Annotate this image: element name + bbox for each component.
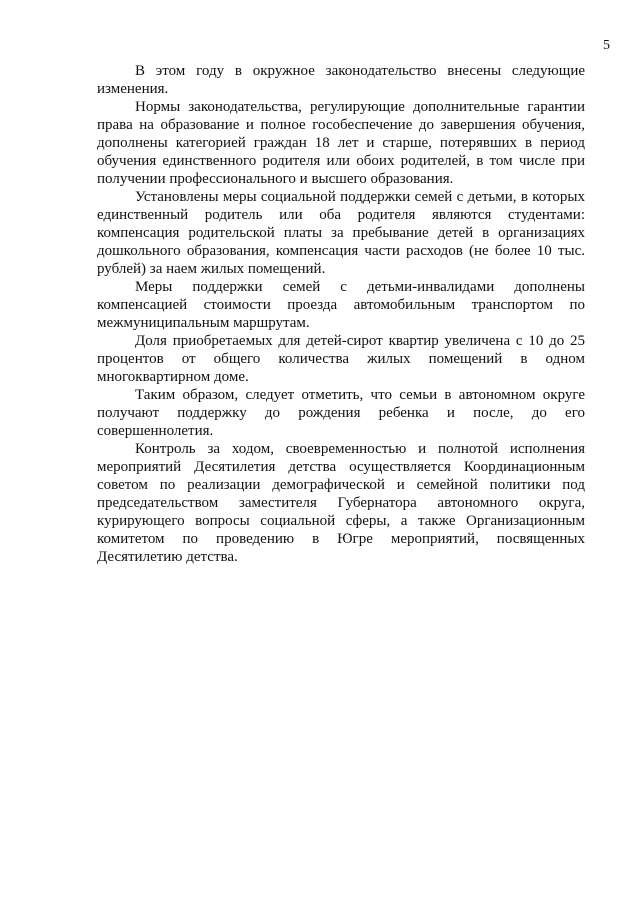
document-body	[97, 62, 585, 566]
paragraph-legislation-changes: В этом году в окружное законодательство внесены следующие изменения.	[97, 63, 585, 97]
page-number: 5	[603, 38, 610, 53]
paragraph-orphans-apartments: Доля приобретаемых для детей-сирот квартир увеличена с 10 до 25 процентов от общего количества жилых помещений в одном многоквартирном доме.	[97, 333, 585, 385]
paragraph-student-families-support: Установлены меры социальной поддержки семей с детьми, в которых единственный родитель или оба родителя являются студентами: компенсация родительской платы за пребывание детей в организациях дошкольного образования, компенсация части расходов (не более 10 тыс. рублей) за наем жилых помещений.	[97, 189, 585, 277]
paragraph-education-guarantees: Нормы законодательства, регулирующие дополнительные гарантии права на образование и полное гособеспечение до завершения обучения, дополнены категорией граждан 18 лет и старше, потерявших в период обучения единственного родителя или обоих родителей, в том числе при получении профессионального и высшего образования.	[97, 99, 585, 187]
paragraph-conclusion: Таким образом, следует отметить, что семьи в автономном округе получают поддержку до рождения ребенка и после, до его совершеннолетия.	[97, 387, 585, 439]
paragraph-control: Контроль за ходом, своевременностью и полнотой исполнения мероприятий Десятилетия детства осуществляется Координационным советом по реализации демографической и семейной политики под председательством заместителя Губернатора автономного округа, курирующего вопросы социальной сферы, а также Организационным комитетом по проведению в Югре мероприятий, посвященных Десятилетию детства.	[97, 441, 585, 565]
paragraph-disabled-children-support: Меры поддержки семей с детьми-инвалидами дополнены компенсацией стоимости проезда автомобильным транспортом по межмуниципальным маршрутам.	[97, 279, 585, 331]
